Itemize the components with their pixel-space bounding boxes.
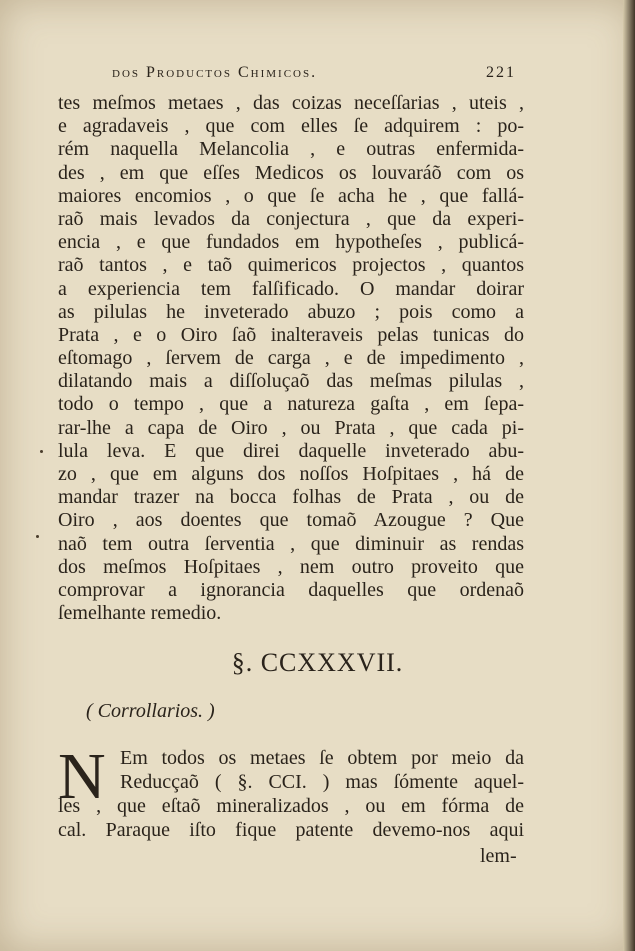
ink-speck bbox=[40, 450, 43, 453]
text-line: encia , e que fundados em hypotheſes , publicá- bbox=[58, 231, 524, 254]
text-line: naõ tem outra ſerventia , que diminuir as rendas bbox=[58, 532, 524, 555]
second-paragraph bbox=[58, 740, 524, 877]
text-line: Oiro , aos doentes que tomaõ Azougue ? Que bbox=[58, 509, 524, 532]
drop-cap: N bbox=[58, 740, 106, 813]
text-line: comprovar a ignorancia daquelles que ordenaõ bbox=[58, 578, 524, 601]
text-line: e agradaveis , que com elles ſe adquirem : po- bbox=[58, 115, 524, 138]
ink-speck bbox=[36, 535, 39, 538]
text-line: a experiencia tem falſificado. O mandar doirar bbox=[58, 277, 524, 300]
section-subheading: ( Corrollarios. ) bbox=[86, 700, 215, 722]
text-line: rém naquella Melancolia , e outras enfermida- bbox=[58, 138, 524, 161]
text-line: raõ tantos , e taõ quimericos projectos , quantos bbox=[58, 254, 524, 277]
text-line: tes meſmos metaes , das coizas neceſſarias , uteis , bbox=[58, 92, 524, 114]
text-line: todo o tempo , que a natureza gaſta , em ſepa- bbox=[58, 393, 524, 416]
text-line: mandar trazer na bocca folhas de Prata , ou de bbox=[58, 486, 524, 509]
text-line: Prata , e o Oiro ſaõ inalteraveis pelas tunicas do bbox=[58, 323, 524, 346]
text-line: des , em que eſſes Medicos os louvaráõ com os bbox=[58, 161, 524, 184]
section-heading: §. CCXXXVII. bbox=[231, 648, 404, 677]
text-line: as pilulas he inveterado abuzo ; pois como a bbox=[58, 300, 524, 323]
text-line: Reducçaõ ( §. CCI. ) mas ſómente aquel- bbox=[120, 771, 524, 793]
page-header bbox=[112, 64, 516, 84]
text-line: dilatando mais a diſſoluçaõ das meſmas pilulas , bbox=[58, 370, 524, 393]
text-line: ſemelhante remedio. bbox=[58, 602, 222, 625]
text-line: lula leva. E que direi daquelle inveterado abu- bbox=[58, 439, 524, 462]
running-head: dos Productos Chimicos. bbox=[112, 64, 318, 81]
text-line: raõ mais levados da conjectura , que da experi- bbox=[58, 207, 524, 230]
catchword: lem- bbox=[480, 845, 517, 867]
text-line: cal. Paraque iſto fique patente devemo-nos aqui bbox=[58, 819, 524, 841]
text-line: rar-lhe a capa de Oiro , ou Prata , que cada pi- bbox=[58, 416, 524, 439]
text-line: zo , que em alguns dos noſſos Hoſpitaes , há de bbox=[58, 463, 524, 485]
page-number: 221 bbox=[486, 64, 516, 81]
text-line: les , que eſtaõ mineralizados , ou em fórma de bbox=[58, 795, 524, 817]
text-line: eſtomago , ſervem de carga , e de impedimento , bbox=[58, 347, 524, 370]
page-edge bbox=[623, 0, 635, 951]
text-line: maiores encomios , o que ſe acha he , que fallá- bbox=[58, 184, 524, 207]
text-line: Em todos os metaes ſe obtem por meio da bbox=[120, 747, 524, 769]
text-line: dos meſmos Hoſpitaes , nem outro proveito que bbox=[58, 555, 524, 578]
main-paragraph bbox=[58, 92, 524, 625]
